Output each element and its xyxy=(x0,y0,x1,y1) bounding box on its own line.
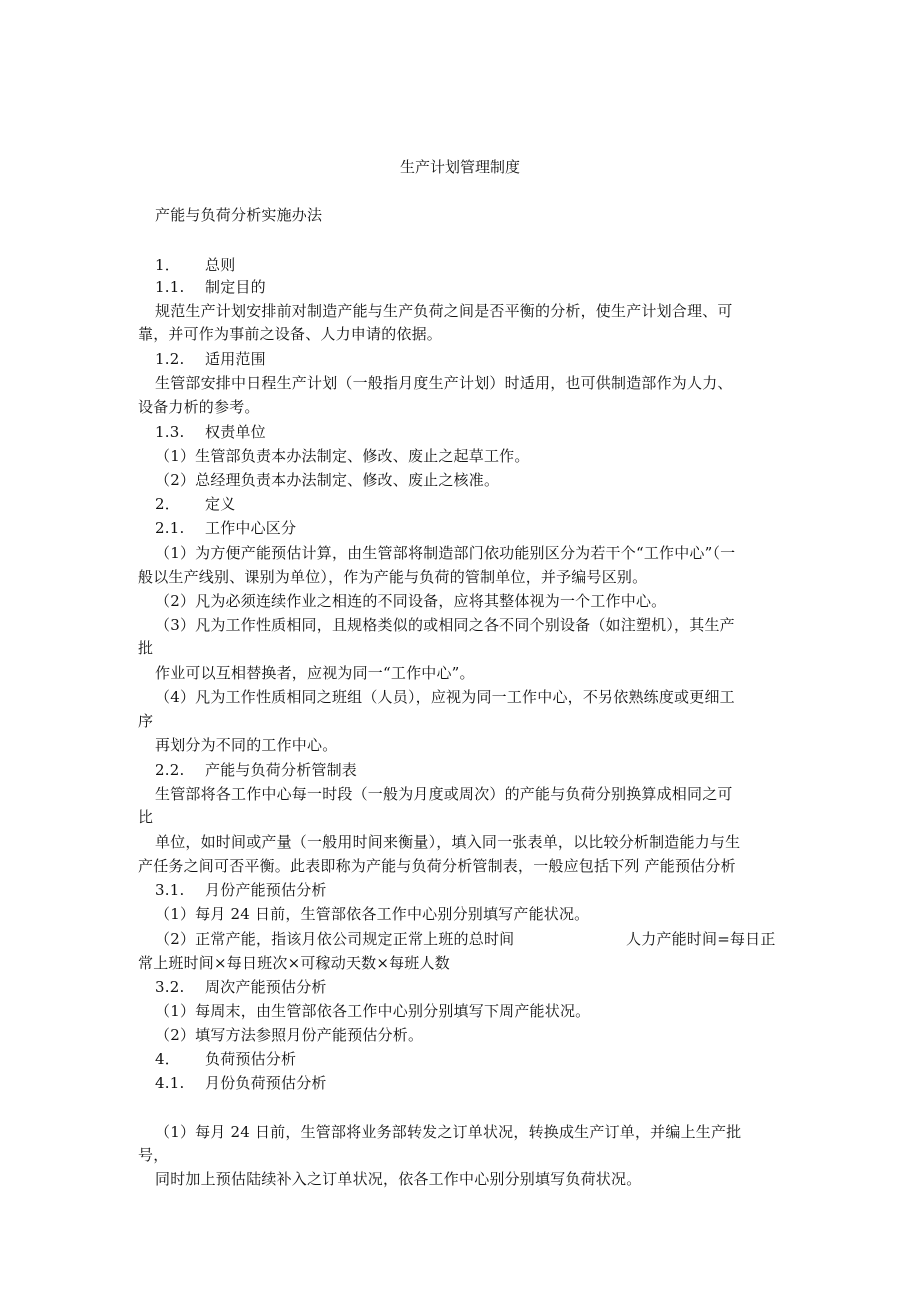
list-item: （2）总经理负责本办法制定、修改、废止之核准。 xyxy=(155,471,500,489)
section-heading-3-1 xyxy=(155,879,805,901)
section-number: 1.2. xyxy=(155,350,185,368)
list-item: （1）生管部负责本办法制定、修改、废止之起草工作。 xyxy=(155,447,530,465)
section-title: 负荷预估分析 xyxy=(205,1050,297,1068)
section-title: 产能与负荷分析管制表 xyxy=(205,761,358,779)
section-heading-1-2 xyxy=(155,348,805,370)
section-number: 1.3. xyxy=(155,423,185,441)
section-heading-2 xyxy=(155,493,805,515)
list-item: （1）每周末，由生管部依各工作中心别分别填写下周产能状况。 xyxy=(155,1002,591,1020)
paragraph-line: 设备力析的参考。 xyxy=(138,398,260,416)
paragraph-line: 比 xyxy=(138,808,154,826)
section-title: 周次产能预估分析 xyxy=(205,978,327,996)
paragraph-line: 号， xyxy=(138,1146,169,1164)
paragraph-line: 批 xyxy=(138,639,154,657)
section-number: 3.2. xyxy=(155,978,185,996)
section-number: 4． xyxy=(155,1050,180,1068)
paragraph-line: 常上班时间×每日班次×可稼动天数×每班人数 xyxy=(138,954,450,972)
paragraph-line: 再划分为不同的工作中心。 xyxy=(155,736,338,754)
section-title: 工作中心区分 xyxy=(205,519,297,537)
paragraph-line: 人力产能时间=每日正 xyxy=(626,930,776,948)
section-heading-1-1 xyxy=(155,276,805,298)
section-heading-4 xyxy=(155,1048,805,1070)
list-item: （1）每月 24 日前，生管部依各工作中心别分别填写产能状况。 xyxy=(155,905,590,923)
section-number: 4.1. xyxy=(155,1074,185,1092)
section-heading-1 xyxy=(155,254,805,276)
paragraph-line: 同时加上预估陆续补入之订单状况，依各工作中心别分别填写负荷状况。 xyxy=(155,1170,642,1188)
section-number: 1． xyxy=(155,256,180,274)
paragraph-line: 序 xyxy=(138,712,154,730)
section-title: 权责单位 xyxy=(205,423,266,441)
section-number: 3.1. xyxy=(155,881,185,899)
subtitle: 产能与负荷分析实施办法 xyxy=(155,206,323,224)
section-title: 月份负荷预估分析 xyxy=(205,1074,327,1092)
section-number: 1.1. xyxy=(155,278,185,296)
list-item: （2）填写方法参照月份产能预估分析。 xyxy=(155,1026,424,1044)
list-item: （4）凡为工作性质相同之班组（人员），应视为同一工作中心，不另依熟练度或更细工 xyxy=(155,688,735,706)
section-title: 总则 xyxy=(205,256,236,274)
section-title: 月份产能预估分析 xyxy=(205,881,327,899)
list-item: （3）凡为工作性质相同，且规格类似的或相同之各不同个别设备（如注塑机），其生产 xyxy=(155,616,735,634)
list-item: （1）为方便产能预估计算，由生管部将制造部门依功能别区分为若干个“工作中心”（一 xyxy=(155,544,736,562)
paragraph-line: 靠，并可作为事前之设备、人力申请的依据。 xyxy=(138,325,443,343)
paragraph-line: 单位，如时间或产量（一般用时间来衡量），填入同一张表单，以比较分析制造能力与生 xyxy=(155,833,741,851)
paragraph-line: 生管部将各工作中心每一时段（一般为月度或周次）的产能与负荷分别换算成相同之可 xyxy=(155,785,733,803)
list-item: （2）正常产能，指该月依公司规定正常上班的总时间 xyxy=(155,930,515,948)
paragraph-line: 规范生产计划安排前对制造产能与生产负荷之间是否平衡的分析，使生产计划合理、可 xyxy=(155,302,733,320)
list-item: （2）凡为必须连续作业之相连的不同设备，应将其整体视为一个工作中心。 xyxy=(155,592,667,610)
list-item: （1）每月 24 日前，生管部将业务部转发之订单状况，转换成生产订单，并编上生产批 xyxy=(155,1123,742,1141)
section-heading-3-2 xyxy=(155,976,805,998)
paragraph-line: 般以生产线别、课别为单位），作为产能与负荷的管制单位，并予编号区别。 xyxy=(138,568,648,586)
section-title: 定义 xyxy=(205,495,236,513)
section-number: 2． xyxy=(155,495,180,513)
section-number: 2.1. xyxy=(155,519,185,537)
document-title: 生产计划管理制度 xyxy=(399,158,520,176)
paragraph-line: 作业可以互相替换者，应视为同一“工作中心”。 xyxy=(155,664,475,682)
section-number: 2.2. xyxy=(155,761,185,779)
section-heading-4-1 xyxy=(155,1072,805,1094)
section-title: 适用范围 xyxy=(205,350,266,368)
section-title: 制定目的 xyxy=(205,278,266,296)
section-heading-2-2 xyxy=(155,759,805,781)
paragraph-line: 生管部安排中日程生产计划（一般指月度生产计划）时适用，也可供制造部作为人力、 xyxy=(155,374,733,392)
section-heading-2-1 xyxy=(155,517,805,539)
section-heading-1-3 xyxy=(155,421,805,443)
paragraph-line: 产任务之间可否平衡。此表即称为产能与负荷分析管制表，一般应包括下列 产能预估分析 xyxy=(138,857,736,875)
